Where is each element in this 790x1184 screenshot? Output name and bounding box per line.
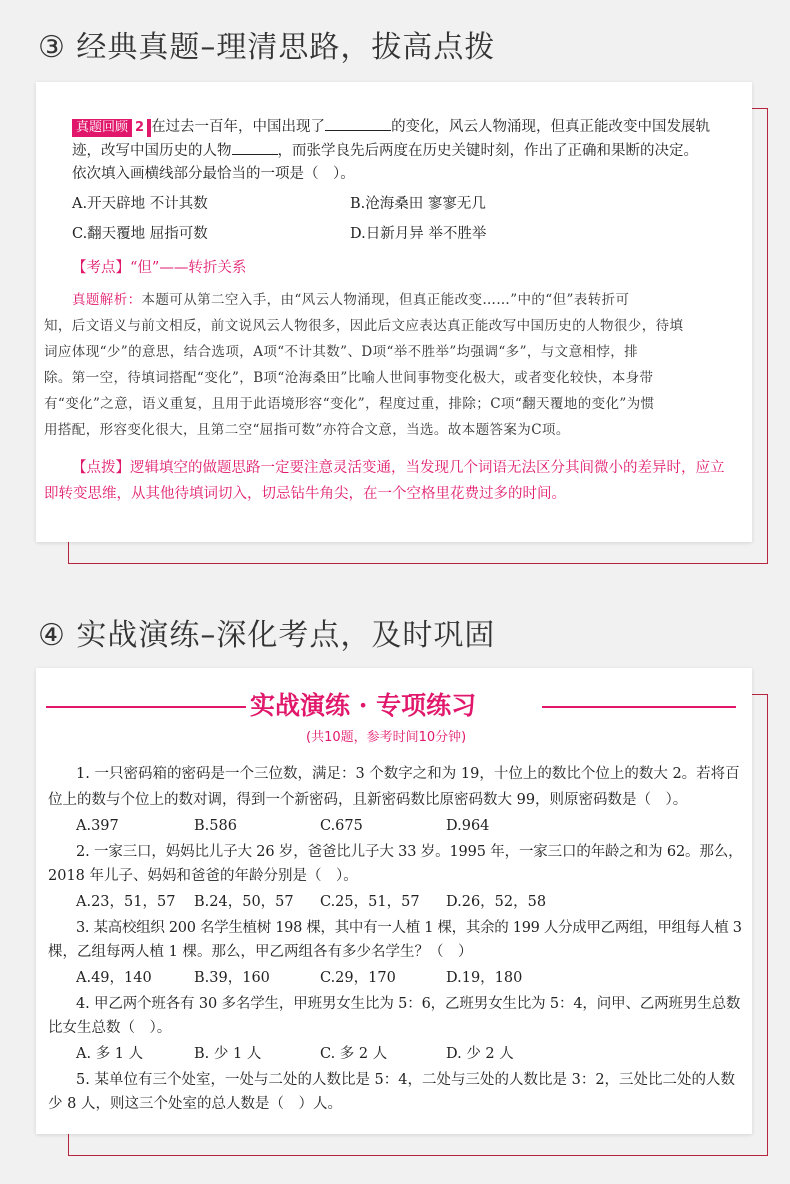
analysis-line-4: 除。第一空，待填词搭配“变化”，B项“沧海桑田”比喻人世间事物变化极大，或者变化较快，本身带 <box>44 370 654 386</box>
q5-line-1: 5. 某单位有三个处室，一处与二处的人数比是 5：4，二处与三处的人数比是 3：2，三处比二处的人数 <box>76 1072 736 1088</box>
practice-subheader: (共10题，参考时间10分钟) <box>306 730 467 745</box>
analysis-line-6: 用搭配，形容变化很大，且第二空“屈指可数”亦符合文意，当选。故本题答案为C项。 <box>44 422 570 438</box>
section4-card <box>36 668 752 1134</box>
analysis-line-3: 词应体现“少”的意思，结合选项，A项“不计其数”、D项“举不胜举”均强调“多”，与文意相悖，排 <box>44 344 639 360</box>
q3-opt-d: D.19，180 <box>446 970 523 986</box>
question-line-2: 迹，改写中国历史的人物 ，而张学良先后两度在历史关键时刻，作出了正确和果断的决定。 <box>72 140 698 161</box>
dianbo-line-2: 即转变思维，从其他待填词切入，切忌钻牛角尖，在一个空格里花费过多的时间。 <box>44 486 566 502</box>
q3-line-2: 棵，乙组每两人植 1 棵。那么，甲乙两组各有多少名学生？（ ） <box>48 944 473 960</box>
header-line-right <box>542 706 736 708</box>
q3-opt-b: B.39，160 <box>194 970 270 986</box>
section3-card <box>36 82 752 542</box>
option-b: B.沧海桑田 寥寥无几 <box>350 196 486 212</box>
option-d: D.日新月异 举不胜举 <box>350 226 487 242</box>
q5-line-2: 少 8 人，则这三个处室的总人数是（ ）人。 <box>48 1096 342 1112</box>
q3-opt-a: A.49，140 <box>76 970 152 986</box>
q1-opt-d: D.964 <box>446 818 490 834</box>
q2-opt-a: A.23，51，57 <box>76 894 176 910</box>
question-line-1: 真题回顾 2 在过去一百年，中国出现了 的变化，风云人物涌现，但真正能改变中国发展轨 <box>72 116 710 137</box>
option-c: C.翻天覆地 屈指可数 <box>72 226 208 242</box>
q4-opt-d: D. 少 2 人 <box>446 1046 514 1062</box>
q1-opt-b: B.586 <box>194 818 237 834</box>
q4-line-2: 比女生总数（ ）。 <box>48 1020 172 1036</box>
analysis-label: 真题解析： <box>72 292 142 308</box>
analysis-line-5: 有“变化”之意，语义重复，且用于此语境形容“变化”，程度过重，排除；C项“翻天覆地的变化”为惯 <box>44 396 655 412</box>
q2-line-1: 2. 一家三口，妈妈比儿子大 26 岁，爸爸比儿子大 33 岁。1995 年，一家三口的年龄之和为 62。那么， <box>76 844 743 860</box>
blank-2 <box>232 140 278 155</box>
q2-line-2: 2018 年儿子、妈妈和爸爸的年龄分别是（ ）。 <box>48 868 358 884</box>
q1-line-1: 1. 一只密码箱的密码是一个三位数，满足：3 个数字之和为 19，十位上的数比个位上的数大 2。若将百 <box>76 766 740 782</box>
analysis-line-2: 知，后文语义与前文相反，前文说风云人物很多，因此后文应表达真正能改写中国历史的人物很少，待填 <box>44 318 684 334</box>
section4-title: ④ 实战演练–深化考点，及时巩固 <box>38 618 496 653</box>
q2-opt-d: D.26，52，58 <box>446 894 547 910</box>
q1-opt-a: A.397 <box>76 818 119 834</box>
option-a: A.开天辟地 不计其数 <box>72 196 208 212</box>
section3-title: ③ 经典真题–理清思路，拔高点拨 <box>38 30 496 65</box>
q3-line-1: 3. 某高校组织 200 名学生植树 198 棵，其中有一人植 1 棵，其余的 199 人分成甲乙两组，甲组每人植 3 <box>76 920 742 936</box>
q1-opt-c: C.675 <box>320 818 363 834</box>
header-line-left <box>46 706 246 708</box>
q2-opt-c: C.25，51，57 <box>320 894 420 910</box>
q4-opt-c: C. 多 2 人 <box>320 1046 388 1062</box>
q2-opt-b: B.24，50，57 <box>194 894 294 910</box>
q4-opt-a: A. 多 1 人 <box>76 1046 144 1062</box>
q1-line-2: 位上的数与个位上的数对调，得到一个新密码，且新密码数比原密码数大 99，则原密码数是（ ）。 <box>48 792 688 808</box>
practice-header: 实战演练 · 专项练习 <box>250 691 477 720</box>
dianbo-line-1: 【点拨】逻辑填空的做题思路一定要注意灵活变通，当发现几个词语无法区分其间微小的差异时，应立 <box>72 460 725 476</box>
q3-opt-c: C.29，170 <box>320 970 396 986</box>
analysis-line-1: 真题解析：本题可从第二空入手，由“风云人物涌现，但真正能改变……”中的“但”表转折可 <box>72 292 630 308</box>
q4-opt-b: B. 少 1 人 <box>194 1046 262 1062</box>
q4-line-1: 4. 甲乙两个班各有 30 多名学生，甲班男女生比为 5：6，乙班男女生比为 5：4，问甲、乙两班男生总数 <box>76 996 741 1012</box>
exam-review-tag: 真题回顾 2 <box>72 119 151 137</box>
blank-1 <box>325 116 391 131</box>
kaodian: 【考点】“但”——转折关系 <box>72 260 247 276</box>
question-line-3: 依次填入画横线部分最恰当的一项是（ ）。 <box>72 166 355 182</box>
